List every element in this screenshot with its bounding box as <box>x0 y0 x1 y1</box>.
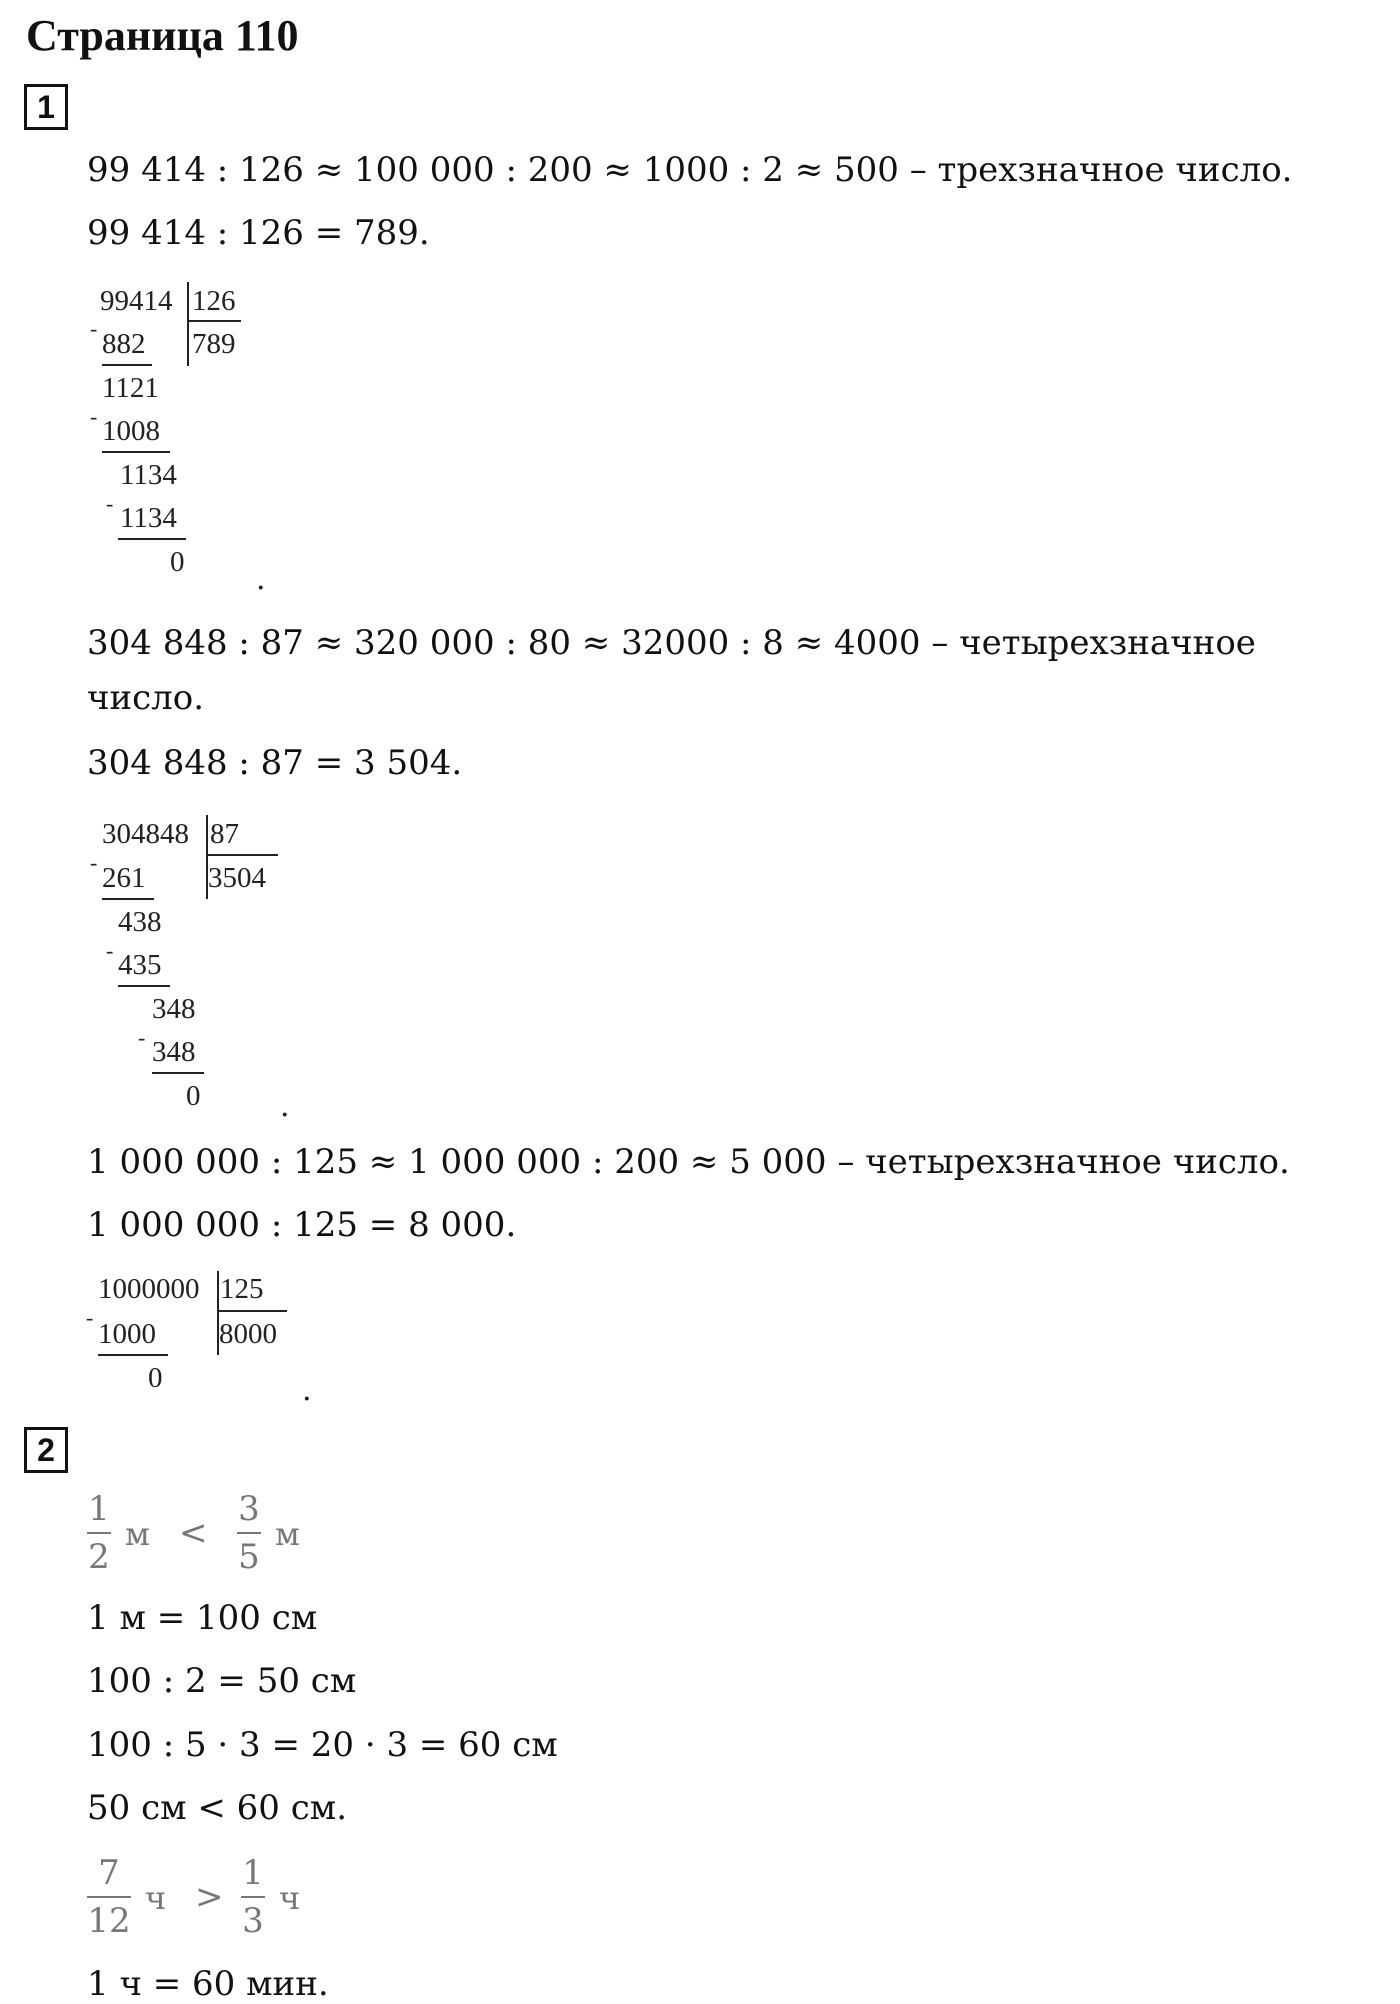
division-step-line <box>102 451 170 453</box>
fraction-comparison-1 <box>87 1489 387 1592</box>
fraction-left <box>87 1489 111 1577</box>
task1-line-result-1: 99 414 : 126 = 789. <box>87 213 430 253</box>
division-dividend: 304848 <box>102 818 189 850</box>
division-step: 348 <box>152 993 196 1025</box>
fraction-right <box>237 1489 261 1577</box>
division-remainder: 0 <box>186 1080 201 1112</box>
division-step-line <box>102 364 152 366</box>
fraction-numerator: 3 <box>238 1489 260 1529</box>
division-divisor-line <box>189 320 241 322</box>
division-quotient: 789 <box>192 328 236 360</box>
division-step-line <box>102 898 154 900</box>
task2-line-3: 100 : 5 · 3 = 20 · 3 = 60 см <box>87 1725 558 1765</box>
fraction-left <box>87 1853 131 1941</box>
fraction-line <box>87 1896 131 1898</box>
division-divisor-line <box>219 1310 287 1312</box>
minus-sign: - <box>138 1025 146 1050</box>
division-step-line <box>98 1354 168 1356</box>
minus-sign: - <box>106 491 114 516</box>
division-divisor-line <box>208 854 278 856</box>
page-title: Страница 110 <box>26 11 299 60</box>
division-dividend: 1000000 <box>98 1273 200 1305</box>
unit-label: м <box>125 1515 150 1553</box>
division-end-mark: . <box>256 562 266 597</box>
division-step: 348 <box>152 1036 196 1068</box>
minus-sign: - <box>90 404 98 429</box>
division-step: 1134 <box>120 459 177 491</box>
fraction-denominator: 12 <box>87 1901 131 1941</box>
division-end-mark: . <box>302 1373 312 1408</box>
fraction-line <box>87 1532 111 1534</box>
task2-line-5: 1 ч = 60 мин. <box>87 1964 329 2004</box>
division-step: 1000 <box>98 1318 156 1350</box>
comparison-sign: > <box>195 1877 224 1917</box>
minus-sign: - <box>106 938 114 963</box>
fraction-denominator: 3 <box>242 1901 264 1941</box>
task1-line-result-3: 1 000 000 : 125 = 8 000. <box>87 1205 517 1245</box>
fraction-numerator: 1 <box>88 1489 110 1529</box>
fraction-numerator: 7 <box>98 1853 120 1893</box>
division-divisor: 125 <box>220 1273 264 1305</box>
fraction-line <box>237 1532 261 1534</box>
task1-line-estimate-1: 99 414 : 126 ≈ 100 000 : 200 ≈ 1000 : 2 ≈ 500 – трехзначное число. <box>87 150 1293 190</box>
fraction-right <box>241 1853 265 1941</box>
division-dividend: 99414 <box>100 285 173 317</box>
division-remainder: 0 <box>170 546 185 578</box>
unit-label: м <box>275 1515 300 1553</box>
division-step: 882 <box>102 328 146 360</box>
task-number-2: 2 <box>24 1427 68 1473</box>
division-quotient: 3504 <box>208 862 266 894</box>
division-step: 1121 <box>102 372 159 404</box>
comparison-sign: < <box>179 1513 208 1553</box>
division-divisor: 87 <box>210 818 239 850</box>
division-step: 435 <box>118 949 162 981</box>
division-step-line <box>152 1072 204 1074</box>
fraction-line <box>241 1896 265 1898</box>
unit-label: ч <box>279 1879 301 1917</box>
task2-line-1: 1 м = 100 см <box>87 1598 318 1638</box>
division-divisor: 126 <box>192 285 236 317</box>
division-step-line <box>118 985 170 987</box>
fraction-denominator: 5 <box>238 1537 260 1577</box>
task1-line-result-2: 304 848 : 87 = 3 504. <box>87 743 463 783</box>
division-divider-vertical <box>187 282 189 366</box>
division-step: 1008 <box>102 415 160 447</box>
division-quotient: 8000 <box>219 1318 277 1350</box>
division-remainder: 0 <box>148 1362 163 1394</box>
fraction-numerator: 1 <box>242 1853 264 1893</box>
task1-line-estimate-2: 304 848 : 87 ≈ 320 000 : 80 ≈ 32000 : 8 ≈ 4000 – четырехзначное <box>87 623 1256 663</box>
division-end-mark: . <box>280 1089 290 1124</box>
division-step: 1134 <box>120 502 177 534</box>
minus-sign: - <box>90 316 98 341</box>
task1-line-estimate-2-cont: число. <box>87 678 205 718</box>
minus-sign: - <box>86 1305 94 1330</box>
task-number-1: 1 <box>24 84 68 130</box>
minus-sign: - <box>90 850 98 875</box>
task1-line-estimate-3: 1 000 000 : 125 ≈ 1 000 000 : 200 ≈ 5 000 – четырехзначное число. <box>87 1142 1290 1182</box>
task2-line-2: 100 : 2 = 50 см <box>87 1661 357 1701</box>
fraction-denominator: 2 <box>88 1537 110 1577</box>
task2-line-4: 50 см < 60 см. <box>87 1788 348 1828</box>
division-step-line <box>118 538 186 540</box>
unit-label: ч <box>145 1879 167 1917</box>
division-step: 261 <box>102 862 146 894</box>
division-step: 438 <box>118 906 162 938</box>
fraction-comparison-2 <box>87 1853 387 1956</box>
